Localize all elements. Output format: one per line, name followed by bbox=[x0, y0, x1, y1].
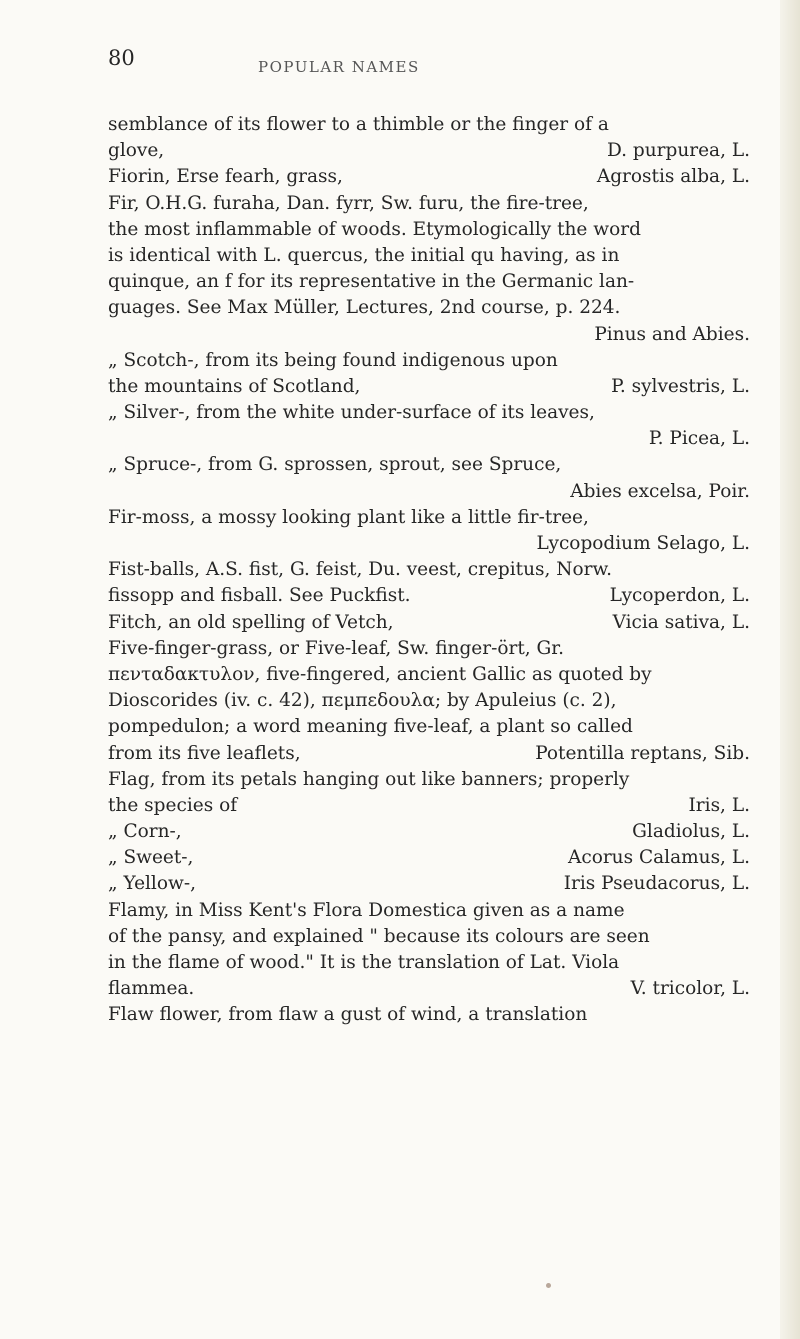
line-text: Flamy, in Miss Kent's Flora Domestica given as a name bbox=[108, 899, 625, 921]
line-text: guages. See Max Müller, Lectures, 2nd course, p. 224. bbox=[108, 297, 621, 319]
line-text: Fitch, an old spelling of Vetch, bbox=[108, 611, 394, 633]
line-text: quinque, an f for its representative in the Germanic lan- bbox=[108, 271, 635, 293]
botanical-name: Lycopodium Selago, L. bbox=[536, 533, 750, 554]
line-text: in the flame of wood." It is the translation of Lat. Viola bbox=[108, 952, 620, 973]
line-text: Fiorin, Erse fearh, grass, bbox=[108, 166, 343, 188]
text-line bbox=[108, 1002, 750, 1028]
text-line bbox=[108, 243, 750, 269]
page-edge bbox=[780, 0, 800, 1339]
text-line bbox=[108, 400, 750, 426]
text-line bbox=[108, 348, 750, 374]
text-line bbox=[108, 714, 750, 740]
botanical-name: Iris Pseudacorus, L. bbox=[563, 873, 750, 895]
text-line bbox=[108, 138, 750, 164]
line-text: the most inflammable of woods. Etymologically the word bbox=[108, 218, 641, 240]
line-text: is identical with L. quercus, the initial qu having, as in bbox=[108, 244, 620, 266]
line-text: Fir-moss, a mossy looking plant like a little fir-tree, bbox=[108, 506, 589, 528]
botanical-name: Gladiolus, L. bbox=[632, 821, 750, 843]
line-text: „ Silver-, from the white under-surface of its leaves, bbox=[108, 402, 595, 424]
line-text: πενταδακτυλον, five-fingered, ancient Gallic as quoted by bbox=[108, 663, 652, 685]
line-text: „ Spruce-, from G. sprossen, sprout, see Spruce, bbox=[108, 454, 562, 476]
text-line bbox=[108, 871, 750, 897]
text-line bbox=[108, 583, 750, 609]
text-line bbox=[108, 950, 750, 976]
text-line bbox=[108, 610, 750, 636]
text-line bbox=[108, 793, 750, 819]
line-text: Five-finger-grass, or Five-leaf, Sw. finger-ört, Gr. bbox=[108, 637, 564, 659]
line-text: glove, bbox=[108, 140, 165, 162]
line-text: semblance of its flower to a thimble or the finger of a bbox=[108, 114, 609, 135]
text-line bbox=[108, 819, 750, 845]
botanical-name: D. purpurea, L. bbox=[606, 140, 750, 162]
botanical-name: V. tricolor, L. bbox=[630, 978, 750, 1000]
text-line bbox=[108, 924, 750, 950]
line-text: „ Sweet-, bbox=[108, 847, 194, 869]
line-text: Fist-balls, A.S. fist, G. feist, Du. veest, crepitus, Norw. bbox=[108, 559, 612, 581]
text-line bbox=[108, 505, 750, 531]
text-line bbox=[108, 636, 750, 662]
text-line bbox=[108, 662, 750, 688]
line-text: Dioscorides (iv. c. 42), πεμπεδουλα; by Apuleius (c. 2), bbox=[108, 690, 617, 712]
page-number: 80 bbox=[108, 46, 135, 70]
text-line bbox=[108, 322, 750, 348]
dictionary-text bbox=[108, 112, 750, 1029]
line-text: „ Scotch-, from its being found indigenous upon bbox=[108, 349, 558, 371]
text-line bbox=[108, 164, 750, 190]
line-text: Flaw flower, from flaw a gust of wind, a translation bbox=[108, 1004, 588, 1026]
line-text: the mountains of Scotland, bbox=[108, 375, 361, 397]
line-text: pompedulon; a word meaning five-leaf, a plant so called bbox=[108, 716, 633, 738]
text-line bbox=[108, 898, 750, 924]
running-head: POPULAR NAMES bbox=[258, 58, 420, 76]
line-text: „ Yellow-, bbox=[108, 873, 196, 895]
text-line bbox=[108, 112, 750, 138]
botanical-name: Lycoperdon, L. bbox=[609, 585, 750, 607]
text-line bbox=[108, 191, 750, 217]
text-line bbox=[108, 741, 750, 767]
line-text: flammea. bbox=[108, 978, 195, 1000]
ink-dot bbox=[546, 1283, 551, 1288]
botanical-name: Potentilla reptans, Sib. bbox=[535, 742, 750, 764]
line-text: from its five leaflets, bbox=[108, 742, 301, 764]
text-line bbox=[108, 557, 750, 583]
text-line bbox=[108, 295, 750, 321]
text-line bbox=[108, 479, 750, 505]
text-line bbox=[108, 452, 750, 478]
text-line bbox=[108, 426, 750, 452]
line-text: of the pansy, and explained " because its colours are seen bbox=[108, 925, 650, 947]
text-line bbox=[108, 217, 750, 243]
line-text: Fir, O.H.G. furaha, Dan. fyrr, Sw. furu, the fire-tree, bbox=[108, 192, 589, 214]
line-text: Flag, from its petals hanging out like banners; properly bbox=[108, 768, 630, 790]
text-line bbox=[108, 531, 750, 557]
line-text: the species of bbox=[108, 794, 238, 816]
text-line bbox=[108, 374, 750, 400]
botanical-name: P. Picea, L. bbox=[648, 428, 750, 450]
line-text: „ Corn-, bbox=[108, 821, 182, 843]
botanical-name: Acorus Calamus, L. bbox=[567, 847, 750, 869]
botanical-name: Agrostis alba, L. bbox=[596, 166, 750, 188]
botanical-name: Abies excelsa, Poir. bbox=[570, 480, 750, 502]
text-line bbox=[108, 767, 750, 793]
text-line bbox=[108, 688, 750, 714]
botanical-name: Pinus and Abies. bbox=[594, 323, 750, 345]
botanical-name: Iris, L. bbox=[688, 794, 750, 816]
text-line bbox=[108, 976, 750, 1002]
botanical-name: Vicia sativa, L. bbox=[612, 611, 750, 633]
text-line bbox=[108, 845, 750, 871]
botanical-name: P. sylvestris, L. bbox=[611, 375, 750, 397]
text-line bbox=[108, 269, 750, 295]
line-text: fissopp and fisball. See Puckfist. bbox=[108, 585, 411, 607]
